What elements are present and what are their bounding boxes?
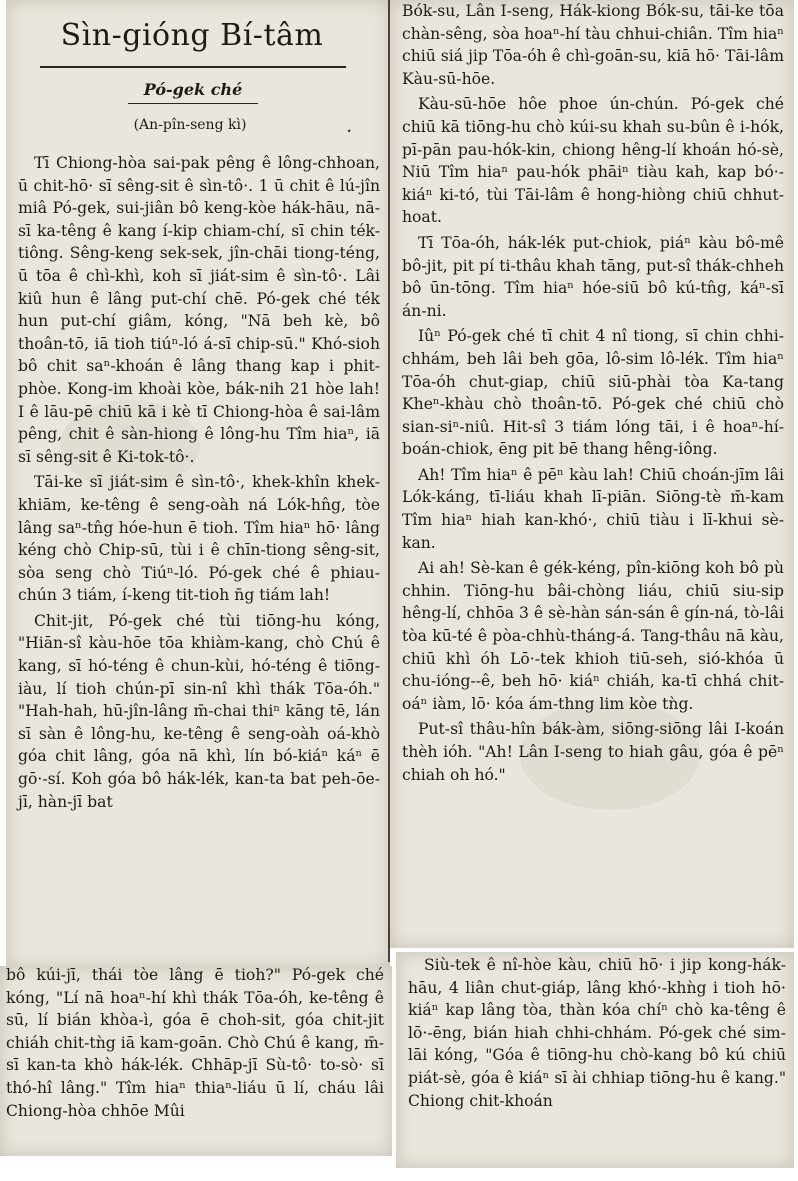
right-lower-column bbox=[408, 954, 786, 1112]
byline-underline bbox=[128, 103, 258, 104]
paragraph: Chit-jit, Pó-gek ché tùi tiōng-hu kóng, "Hiān-sî kàu-hōe tōa khiàm-kang, chò Chú ê kang, sī hó-téng ê chun-kùi, hó-téng ê tiōng-iàu, lí tioh chún-pī sin-nî khì thák Tōa-óh." "Hah-hah, hū-jîn-lâng m̄-chai thiⁿ kāng tē, lán sī sàn ê lông-hu, ke-têng ê seng-oàh oá-khò góa chit lâng, góa nā khì, lín bó-kiáⁿ káⁿ ē gō·-sí. Koh góa bô hák-lék, kan-ta bat peh-ōe-jī, hàn-jī bat bbox=[18, 611, 380, 811]
paragraph: Iûⁿ Pó-gek ché tī chit 4 nî tiong, sī chin chhi-chhám, beh lâi beh gōa, lô-sim lô-lék. Tîm hiaⁿ Tōa-óh chut-giap, chiū siū-phài tòa Ka-tang Kheⁿ-khàu chò thoân-tō. Pó-gek ché chiū chò sian-siⁿ-niû. Hit-sî 3 tiám lóng tāi, i ê hoaⁿ-hí-boán-chiok, ēng pit bē thang hêng-iông. bbox=[402, 327, 784, 459]
left-column bbox=[18, 152, 380, 813]
paragraph: Tāi-ke sī jiát-sim ê sìn-tô·, khek-khîn khek-khiām, ke-têng ê seng-oàh ná Lók-hn̂g, tòe lâng saⁿ-tn̂g hóe-hun ē tioh. Tîm hiaⁿ hō· lâng kéng chò Chip-sū, tùi i ê chīn-tiong sêng-sit, sòa seng chò Tiúⁿ-ló. Pó-gek ché ê phiau-chún 3 tiám, í-keng tit-tioh n̄g tiám lah! bbox=[18, 473, 380, 605]
right-column bbox=[402, 0, 784, 786]
article-byline: Pó-gek ché bbox=[143, 80, 243, 99]
paragraph: Ai ah! Sè-kan ê gék-kéng, pîn-kiōng koh bô pù chhin. Tiōng-hu bâi-chòng liáu, chiū siu-sip hêng-lí, chhōa 3 ê sè-hàn sán-sán ê gín-ná, tò-lâi tòa kū-té ê pòa-chhù-tháng-á. Tang-thâu nā kàu, chiū khì óh Lō·-tek khioh tiū-seh, sió-khóa ū chu-ióng--ê, beh hō· kiáⁿ chiáh, ka-tī chhá chit-oáⁿ iàm, lō· kóa ám-thng lim kòe tǹg. bbox=[402, 559, 784, 713]
article-subtitle: (An-pîn-seng kì) bbox=[133, 117, 247, 133]
title-rule bbox=[40, 66, 346, 68]
left-lower-column bbox=[6, 964, 384, 1122]
article-title: Sìn-gióng Bí-tâm bbox=[60, 18, 324, 53]
paragraph: Siù-tek ê nî-hòe kàu, chiū hō· i jip kong-hák-hāu, 4 liân chut-giáp, lâng khó·-khǹg i tioh hō· kiáⁿ kap lâng tòa, thàn kóa chíⁿ chò ka-têng ê lō·-ēng, bián hiah chhi-chhám. Pó-gek ché sim-lāi kóng, "Góa ê tiōng-hu chò-kang bô kú chiū piát-sè, góa ê kiáⁿ sī ài chhiap tiōng-hu ê kang." Chiong chit-khoán bbox=[408, 956, 786, 1110]
paragraph: Tī Chiong-hòa sai-pak pêng ê lông-chhoan, ū chit-hō· sī sêng-sit ê sìn-tô·. 1 ū chit ê lú-jîn miâ Pó-gek, sui-jiân bô keng-kòe hák-hāu, nā-sī ka-têng ê kang í-kip chiam-chí, sī chin ték-tiông. Sêng-keng sek-sek, jîn-chāi tiong-téng, ū tōa ê chì-khì, koh sī jiát-sim ê sìn-tô·. Lâi kiû hun ê lâng put-chí chē. Pó-gek ché ték hun put-chí giâm, kóng, "Nā beh kè, bô thoân-tō, iā tioh tiúⁿ-ló á-sī chip-sū." Khó-sioh bô chit saⁿ-khoán ê lâng thang kap i phit-phòe. Kong-im khoài kòe, bák-nih 21 hòe lah! I ê lāu-pē chiū kā i kè tī Chiong-hòa ê sai-lâm pêng, chit ê sàn-hiong ê lông-hu Tîm hiaⁿ, iā sī sêng-sit ê Ki-tok-tô·. bbox=[18, 154, 380, 466]
paragraph: Ah! Tîm hiaⁿ ê pēⁿ kàu lah! Chiū choán-jīm lâi Lók-káng, tī-liáu khah lī-piān. Siōng-tè m̄-kam Tîm hiaⁿ hiah kan-khó·, chiū tiàu i lī-khui sè-kan. bbox=[402, 465, 784, 552]
printer-mark-icon: ⋆ bbox=[346, 126, 353, 137]
paragraph: Put-sî thâu-hîn bák-àm, siōng-siōng lâi I-koán thèh ióh. "Ah! Lân I-seng to hiah gâu, góa ê pēⁿ chiah oh hó." bbox=[402, 720, 784, 784]
paragraph: Bók-su, Lân I-seng, Hák-kiong Bók-su, tāi-ke tōa chàn-sêng, sòa hoaⁿ-hí tàu chhui-chiân. Tîm hiaⁿ chiū siá jip Tōa-óh ê chì-goān-su, kiā hō· Tāi-lâm Kàu-sū-hōe. bbox=[402, 2, 784, 88]
paragraph: Tī Tōa-óh, hák-lék put-chiok, piáⁿ kàu bô-mê bô-jit, pit pí ti-thâu khah tāng, put-sî thák-chheh bô ūn-tōng. Tîm hiaⁿ hóe-siū bô kú-tn̂g, káⁿ-sī án-ni. bbox=[402, 233, 784, 320]
column-divider bbox=[388, 0, 390, 962]
paragraph: bô kúi-jī, thái tòe lâng ē tioh?" Pó-gek ché kóng, "Lí nā hoaⁿ-hí khì thák Tōa-óh, ke-têng ê sū, lí bián khòa-ì, góa ē choh-sit, góa chit-jit chiáh chit-tǹg iā kam-goān. Chò Chú ê kang, m̄-sī kan-ta khò hák-lék. Chhāp-jī Sù-tô· to-sò· sī thó-hî lâng." Tîm hiaⁿ thiaⁿ-liáu ū lí, cháu lâi Chiong-hòa chhōe Mûi bbox=[6, 966, 384, 1120]
paragraph: Kàu-sū-hōe hôe phoe ún-chún. Pó-gek ché chiū kā tiōng-hu chò kúi-su khah su-bûn ê i-hók, pī-pān pau-hók-kin, chiong hêng-lí khoán hó-sè, Niū Tîm hiaⁿ pau-hók phāiⁿ tiàu kah, kap bó·-kiáⁿ ki-tó, tùi Tāi-lâm ê hong-hiòng chiū chhut-hoat. bbox=[402, 95, 784, 227]
